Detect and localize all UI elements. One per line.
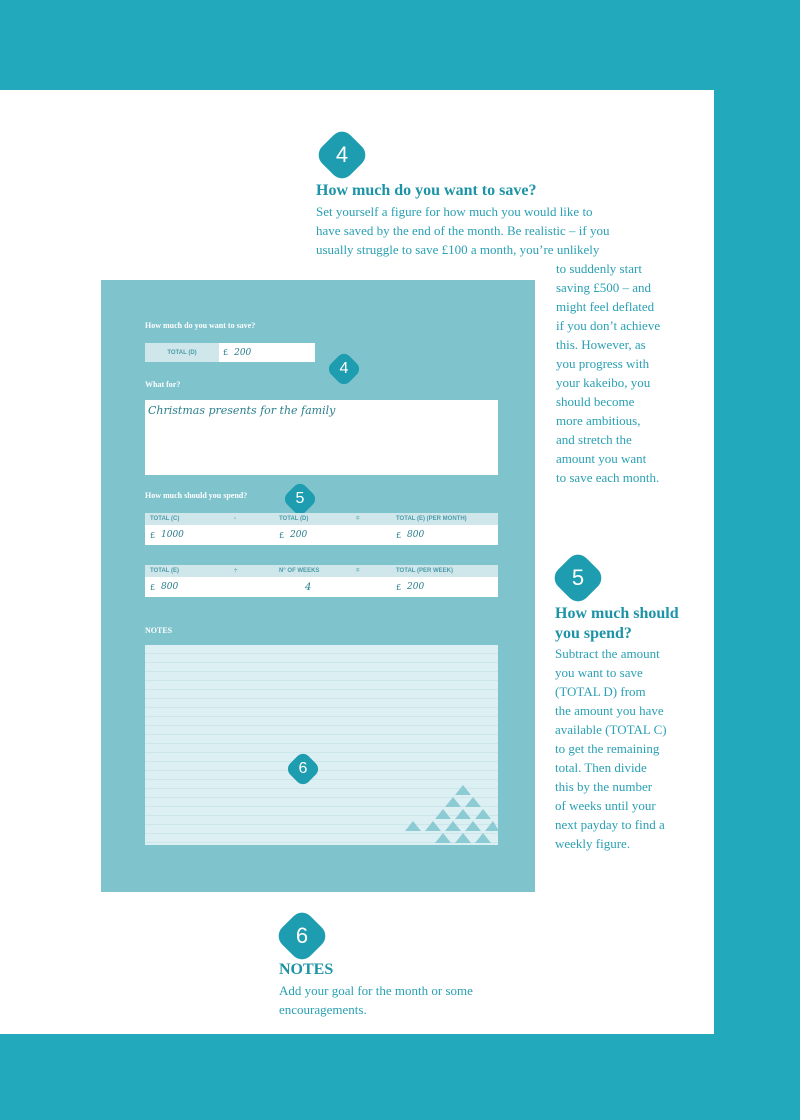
step-6-badge	[274, 908, 331, 965]
worksheet-badge-4: 4	[326, 351, 363, 388]
section-4-body-line-6: might feel deflated	[556, 299, 655, 314]
section-5-body-line-1: Subtract the amount	[555, 646, 660, 661]
section-4-body-line-3: usually struggle to save £100 a month, you’re unlikely	[316, 242, 600, 257]
weekly-calc-table: TOTAL (E) ÷ N° OF WEEKS = TOTAL (PER WEEK) £ 800 4 £ 200	[145, 565, 498, 597]
step-5-badge	[550, 550, 607, 607]
t2-h5: TOTAL (PER WEEK)	[396, 568, 453, 574]
section-4-body-line-10: your kakeibo, you	[556, 375, 651, 390]
notes-label: NOTES	[145, 626, 173, 635]
t1-v1: 1000	[161, 530, 184, 540]
worksheet-badge-5: 5	[282, 481, 319, 518]
triangle-pattern-decoration	[401, 785, 499, 845]
currency-symbol: £	[223, 348, 229, 357]
step-5-number: 5	[571, 565, 585, 590]
spend-question-label: How much should you spend?	[145, 491, 248, 500]
t2-h1: TOTAL (E)	[150, 568, 179, 574]
t2-h4: =	[356, 568, 360, 574]
what-for-value: Christmas presents for the family	[148, 404, 336, 417]
t2-h2: ÷	[234, 568, 238, 574]
step-4-badge	[314, 127, 371, 184]
page	[0, 90, 714, 1034]
section-5-title-line-2: you spend?	[555, 625, 632, 642]
section-4-body-line-11: should become	[556, 394, 635, 409]
total-d-value: 200	[234, 347, 252, 358]
t1-v3: 800	[407, 530, 425, 540]
t1-h1: TOTAL (C)	[150, 516, 180, 522]
monthly-calc-table: TOTAL (C) - TOTAL (D) = TOTAL (E) (PER MONTH) £ 1000 £ 200 £ 800	[145, 513, 498, 545]
section-6-body-line-2: encouragements.	[279, 1002, 367, 1017]
step-6-number: 6	[295, 923, 309, 948]
section-5-body-line-2: you want to save	[555, 665, 643, 680]
total-d-label: TOTAL (D)	[167, 349, 197, 356]
t1-h5: TOTAL (E) (PER MONTH)	[396, 516, 467, 522]
section-4-body-line-12: more ambitious,	[556, 413, 641, 428]
section-4-body-line-7: if you don’t achieve	[556, 318, 661, 333]
step-4-number: 4	[335, 142, 349, 167]
kakeibo-worksheet	[101, 280, 535, 892]
section-6-body-line-1: Add your goal for the month or some	[279, 983, 473, 998]
section-4-body-line-4: to suddenly start	[556, 261, 642, 276]
t2-v2: 4	[305, 581, 312, 593]
section-5-body-line-10: next payday to find a	[555, 817, 665, 832]
section-5-body-line-11: weekly figure.	[555, 836, 631, 851]
section-4-body-line-13: and stretch the	[556, 432, 632, 447]
section-4-body-line-8: this. However, as	[556, 337, 646, 352]
t1-h4: =	[356, 516, 360, 522]
t1-h2: -	[234, 516, 236, 522]
what-for-label: What for?	[145, 380, 181, 389]
section-5-body-line-3: (TOTAL D) from	[555, 684, 646, 699]
section-4-body-line-14: amount you want	[556, 451, 647, 466]
section-5-body-line-6: to get the remaining	[555, 741, 660, 756]
total-d-field	[145, 343, 315, 362]
section-4-body-line-9: you progress with	[556, 356, 650, 371]
t1-h3: TOTAL (D)	[279, 516, 309, 522]
section-5-body-line-8: this by the number	[555, 779, 653, 794]
section-5-body-line-5: available (TOTAL C)	[555, 722, 667, 737]
section-4-body-line-2: have saved by the end of the month. Be realistic – if you	[316, 223, 610, 238]
t2-v3: 200	[407, 582, 425, 592]
section-4-body-line-1: Set yourself a figure for how much you would like to	[316, 204, 593, 219]
section-5-body-line-7: total. Then divide	[555, 760, 647, 775]
what-for-box	[145, 400, 498, 475]
t2-h3: N° OF WEEKS	[279, 568, 320, 574]
save-question-label: How much do you want to save?	[145, 321, 256, 330]
section-4-title: How much do you want to save?	[316, 182, 537, 199]
worksheet-badge-6: 6	[285, 751, 322, 788]
section-5-title-line-1: How much should	[555, 605, 679, 622]
section-5-body-line-9: of weeks until your	[555, 798, 656, 813]
section-5-body-line-4: the amount you have	[555, 703, 664, 718]
t2-v1: 800	[161, 582, 179, 592]
section-4-body-line-15: to save each month.	[556, 470, 660, 485]
t1-v2: 200	[290, 530, 308, 540]
section-6-title: NOTES	[279, 961, 334, 978]
section-4-body-line-5: saving £500 – and	[556, 280, 651, 295]
